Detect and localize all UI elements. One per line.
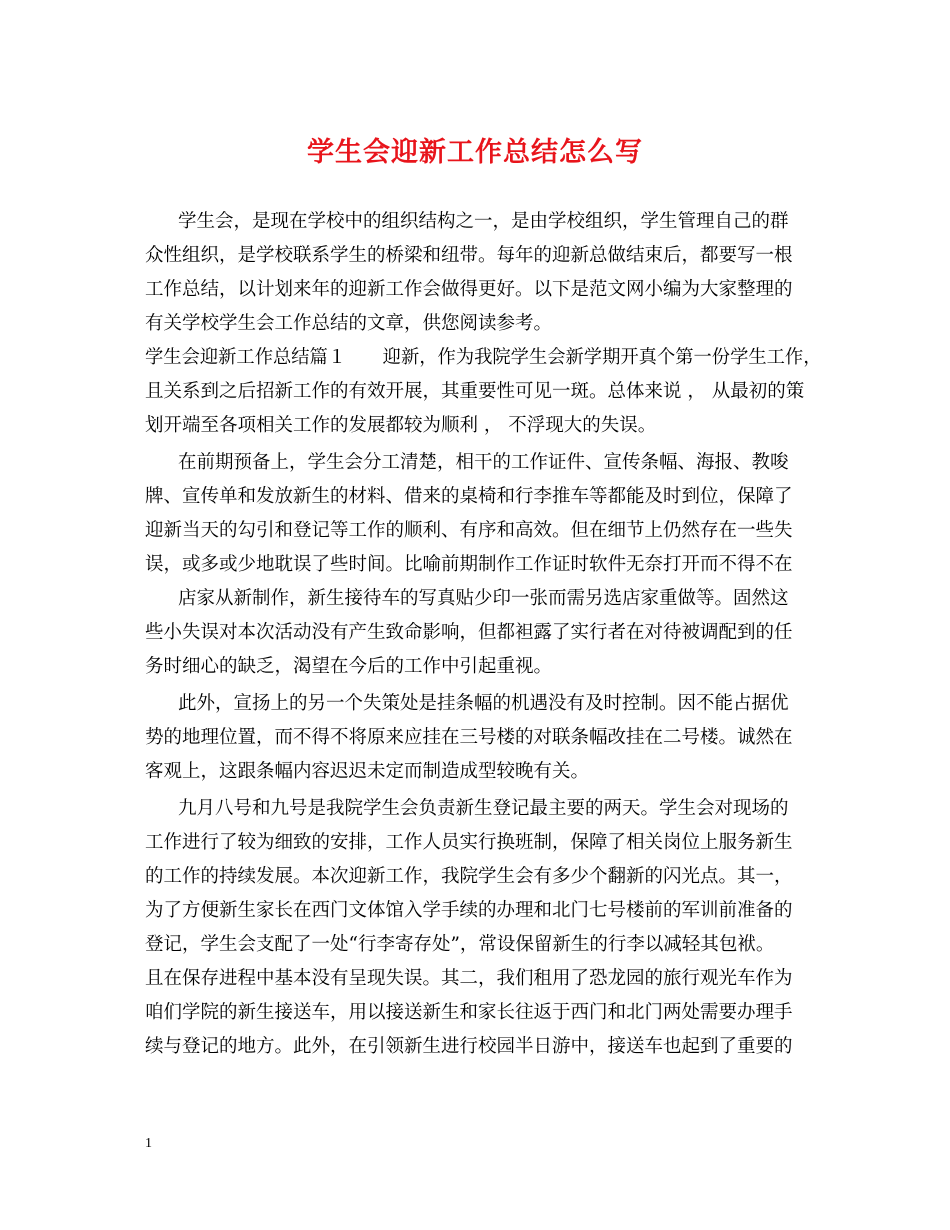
body-line: 为了方便新生家长在西门文体馆入学手续的办理和北门七号楼前的军训前准备的 [145, 900, 793, 921]
body-line: 且在保存进程中基本没有呈现失误。其二，我们租用了恐龙园的旅行观光车作为 [145, 968, 793, 989]
body-line: 迎新当天的勾引和登记等工作的顺利、有序和高效。但在细节上仍然存在一些失 [145, 520, 793, 541]
body-line: 势的地理位置，而不得不将原来应挂在三号楼的对联条幅改挂在二号楼。诚然在 [145, 727, 793, 748]
document-title: 学生会迎新工作总结怎么写 [307, 137, 643, 168]
body-line: 咱们学院的新生接送车，用以接送新生和家长往返于西门和北门两处需要办理手 [145, 1002, 793, 1023]
body-line: 众性组织，是学校联系学生的桥梁和纽带。每年的迎新总做结束后，都要写一根 [145, 245, 793, 266]
body-line: 划开端至各项相关工作的发展都较为顺利 ， 不浮现大的失误。 [145, 415, 657, 436]
body-line: 九月八号和九号是我院学生会负责新生登记最主要的两天。学生会对现场的 [178, 798, 789, 819]
body-line: 学生会迎新工作总结篇１ 迎新，作为我院学生会新学期开真个第一份学生工作， [145, 347, 822, 368]
body-line: 客观上，这跟条幅内容迟迟未定而制造成型较晚有关。 [145, 761, 590, 782]
body-line: 此外，宣扬上的另一个失策处是挂条幅的机遇没有及时控制。因不能占据优 [178, 693, 789, 714]
page-number: 1 [145, 1136, 152, 1151]
body-line: 牌、宣传单和发放新生的材料、借来的桌椅和行李推车等都能及时到位，保障了 [145, 486, 793, 507]
body-line: 登记，学生会支配了一处“行李寄存处”，常设保留新生的行李以减轻其包袱。 [145, 934, 775, 955]
body-line: 误，或多或少地耽误了些时间。比喻前期制作工作证时软件无奈打开而不得不在 [145, 554, 793, 575]
body-line: 务时细心的缺乏，渴望在今后的工作中引起重视。 [145, 656, 553, 677]
body-line: 店家从新制作，新生接待车的写真贴少印一张而需另选店家重做等。固然这 [178, 588, 789, 609]
body-line: 续与登记的地方。此外，在引领新生进行校园半日游中，接送车也起到了重要的 [145, 1036, 793, 1057]
body-line: 的工作的持续发展。本次迎新工作，我院学生会有多少个翻新的闪光点。其一， [145, 866, 793, 887]
body-line: 学生会，是现在学校中的组织结构之一，是由学校组织，学生管理自己的群 [178, 211, 789, 232]
body-line: 且关系到之后招新工作的有效开展，其重要性可见一斑。总体来说 ， 从最初的策 [145, 381, 805, 402]
body-line: 工作进行了较为细致的安排，工作人员实行换班制，保障了相关岗位上服务新生 [145, 832, 793, 853]
body-line: 有关学校学生会工作总结的文章，供您阅读参考。 [145, 313, 553, 334]
body-line: 工作总结，以计划来年的迎新工作会做得更好。以下是范文网小编为大家整理的 [145, 279, 793, 300]
body-line: 在前期预备上，学生会分工清楚，相干的工作证件、宣传条幅、海报、教唆 [178, 452, 789, 473]
body-line: 些小失误对本次活动没有产生致命影响，但都袒露了实行者在对待被调配到的任 [145, 622, 793, 643]
